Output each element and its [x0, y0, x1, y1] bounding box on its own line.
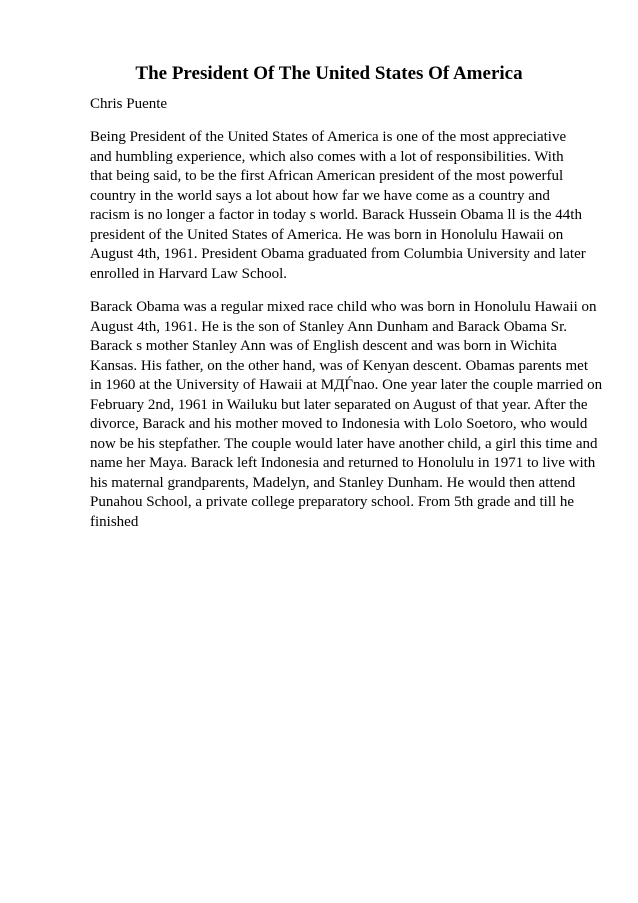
author-name: Chris Puente [90, 96, 168, 112]
paragraph-line: Kansas. His father, on the other hand, was of Kenyan descent. Obamas parents met [90, 357, 588, 374]
paragraph-line: August 4th, 1961. President Obama graduated from Columbia University and later [90, 246, 586, 262]
paragraph-line: divorce, Barack and his mother moved to Indonesia with Lolo Soetoro, who would [90, 416, 588, 432]
paragraph-line: Punahou School, a private college preparatory school. From 5th grade and till he [90, 494, 575, 510]
document-title: The President Of The United States Of America [135, 63, 523, 84]
paragraph-line: Barack s mother Stanley Ann was of English descent and was born in Wichita [90, 338, 557, 354]
paragraph-line: enrolled in Harvard Law School. [90, 265, 288, 282]
paragraph-line: and humbling experience, which also comes with a lot of responsibilities. With [90, 148, 564, 165]
paragraph-2 [90, 298, 603, 532]
paragraph-line: February 2nd, 1961 in Wailuku but later separated on August of that year. After the [90, 396, 588, 413]
paragraph-line: his maternal grandparents, Madelyn, and Stanley Dunham. He would then attend [90, 474, 576, 491]
paragraph-1 [90, 128, 595, 284]
paragraph-line: Being President of the United States of America is one of the most appreciative [90, 129, 567, 145]
paragraph-line: finished [90, 513, 139, 530]
paragraph-line: racism is no longer a factor in today s world. Barack Hussein Obama ll is the 44th [90, 207, 582, 223]
paragraph-line: August 4th, 1961. He is the son of Stanley Ann Dunham and Barack Obama Sr. [90, 318, 568, 335]
paragraph-line: now be his stepfather. The couple would later have another child, a girl this time and [90, 435, 598, 452]
paragraph-line: Barack Obama was a regular mixed race child who was born in Honolulu Hawaii on [90, 299, 597, 315]
paragraph-line: in 1960 at the University of Hawaii at МДЃnao. One year later the couple married on [90, 377, 603, 393]
paragraph-line: country in the world says a lot about how far we have come as a country and [90, 187, 550, 204]
paragraph-line: name her Maya. Barack left Indonesia and returned to Honolulu in 1971 to live with [90, 455, 596, 471]
paragraph-line: president of the United States of America. He was born in Honolulu Hawaii on [90, 226, 564, 243]
paragraph-line: that being said, to be the first African American president of the most powerful [90, 168, 564, 184]
